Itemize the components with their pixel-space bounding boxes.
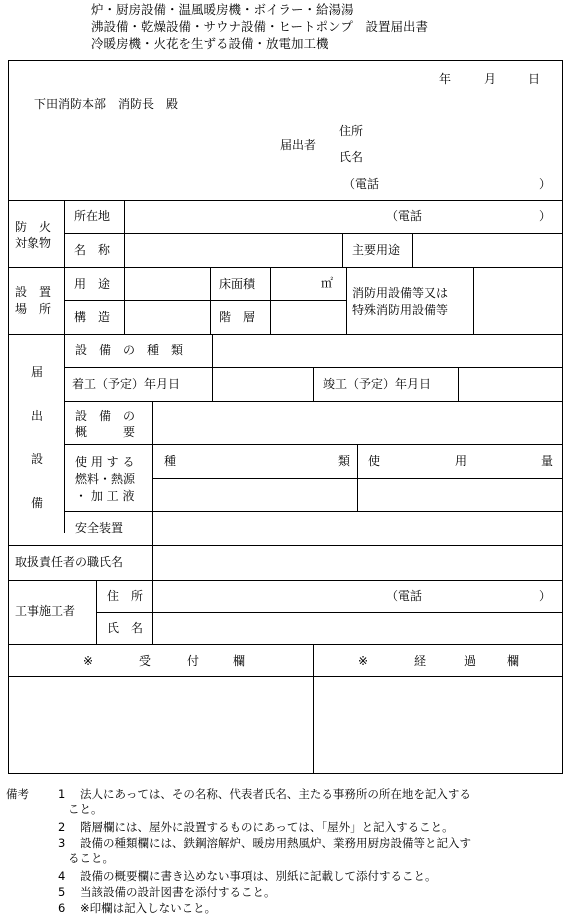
note-2-number: 2: [58, 820, 66, 834]
install-floor-label: 階 層: [219, 310, 256, 324]
equipment-safety-label: 安全装置: [75, 521, 124, 535]
date-day-label: 日: [528, 72, 541, 86]
contractor-name-label: 氏 名: [107, 621, 144, 635]
equipment-section-char-4: 備: [31, 496, 44, 510]
install-section-label-1: 設 置: [15, 285, 52, 299]
install-floor-area-label: 床面積: [219, 277, 256, 291]
progress-char-4: 欄: [507, 654, 520, 668]
contractor-phone-open: （電話: [386, 589, 423, 603]
equipment-end-date-label: 竣工（予定）年月日: [323, 377, 432, 391]
equipment-section-char-1: 届: [31, 365, 44, 379]
note-1-continuation: こと。: [68, 802, 103, 816]
note-4-number: 4: [58, 869, 66, 883]
notifier-label: 届出者: [280, 138, 317, 152]
target-section-label-1: 防 火: [15, 220, 52, 234]
date-month-label: 月: [484, 72, 497, 86]
note-5-number: 5: [58, 885, 66, 899]
target-location-label: 所在地: [74, 209, 111, 223]
install-use-label: 用 途: [74, 277, 111, 291]
notifier-phone-close: ）: [539, 177, 552, 191]
note-1-number: 1: [58, 787, 66, 801]
equipment-section-char-3: 設: [31, 452, 44, 466]
install-fire-equipment-label-1: 消防用設備等又は: [352, 286, 449, 300]
equipment-fuel-label-1: 使 用 す る: [75, 455, 135, 469]
progress-char-1: ※: [358, 654, 369, 668]
contractor-section-label: 工事施工者: [15, 604, 76, 618]
title-line-2: 沸設備・乾燥設備・サウナ設備・ヒートポンプ 設置届出書: [91, 19, 429, 34]
notifier-phone-open: （電話: [343, 177, 380, 191]
note-3-continuation: ること。: [68, 851, 114, 865]
contractor-phone-close: ）: [539, 589, 552, 603]
recipient: 下田消防本部 消防長 殿: [34, 97, 179, 111]
manager-label: 取扱責任者の職氏名: [15, 555, 124, 569]
install-section-label-2: 場 所: [15, 302, 52, 316]
reception-char-2: 受: [139, 654, 152, 668]
notes-label: 備考: [6, 787, 29, 801]
equipment-section-char-2: 出: [31, 409, 44, 423]
fuel-type-char-2: 類: [338, 454, 351, 468]
equipment-type-label: 設 備 の 種 類: [75, 343, 184, 357]
note-6-text: ※印欄は記入しないこと。: [80, 901, 217, 915]
target-phone-close: ）: [539, 209, 552, 223]
progress-char-3: 過: [464, 654, 477, 668]
install-fire-equipment-label-2: 特殊消防用設備等: [352, 303, 449, 317]
progress-char-2: 経: [414, 654, 427, 668]
note-3-number: 3: [58, 836, 66, 850]
reception-char-1: ※: [83, 654, 94, 668]
equipment-summary-label-1: 設 備 の: [75, 409, 136, 423]
contractor-address-label: 住 所: [107, 589, 144, 603]
reception-char-4: 欄: [233, 654, 246, 668]
note-3-text: 設備の種類欄には、鉄鋼溶解炉、暖房用熱風炉、業務用厨房設備等と記入す: [80, 836, 471, 850]
fuel-amount-char-2: 用: [455, 454, 468, 468]
target-main-use-label: 主要用途: [352, 243, 401, 257]
notifier-name-label: 氏名: [339, 150, 364, 164]
install-area-unit: ㎡: [321, 276, 334, 290]
target-phone-open: （電話: [386, 209, 423, 223]
notifier-address-label: 住所: [339, 124, 364, 138]
equipment-summary-label-2: 概 要: [75, 425, 136, 439]
reception-char-3: 付: [187, 654, 200, 668]
target-name-label: 名 称: [74, 243, 111, 257]
equipment-start-date-label: 着工（予定）年月日: [72, 377, 181, 391]
fuel-amount-char-3: 量: [541, 454, 554, 468]
fuel-type-char-1: 種: [164, 454, 177, 468]
note-2-text: 階層欄には、屋外に設置するものにあっては、「屋外」と記入すること。: [80, 820, 454, 834]
note-5-text: 当該設備の設計図書を添付すること。: [80, 885, 276, 899]
note-4-text: 設備の概要欄に書き込めない事項は、別紙に記載して添付すること。: [80, 869, 437, 883]
date-year-label: 年: [439, 72, 452, 86]
note-1-text: 法人にあっては、その名称、代表者氏名、主たる事務所の所在地を記入する: [80, 787, 471, 801]
install-structure-label: 構 造: [74, 310, 111, 324]
target-section-label-2: 対象物: [15, 236, 52, 250]
fuel-amount-char-1: 使: [368, 454, 381, 468]
note-6-number: 6: [58, 901, 66, 915]
equipment-fuel-label-3: ・ 加 工 液: [75, 489, 135, 503]
equipment-fuel-label-2: 燃料・熱源: [75, 472, 136, 486]
title-line-1: 炉・厨房設備・温風暖房機・ボイラー・給湯湯: [91, 2, 354, 17]
title-line-3: 冷暖房機・火花を生ずる設備・放電加工機: [91, 36, 329, 51]
